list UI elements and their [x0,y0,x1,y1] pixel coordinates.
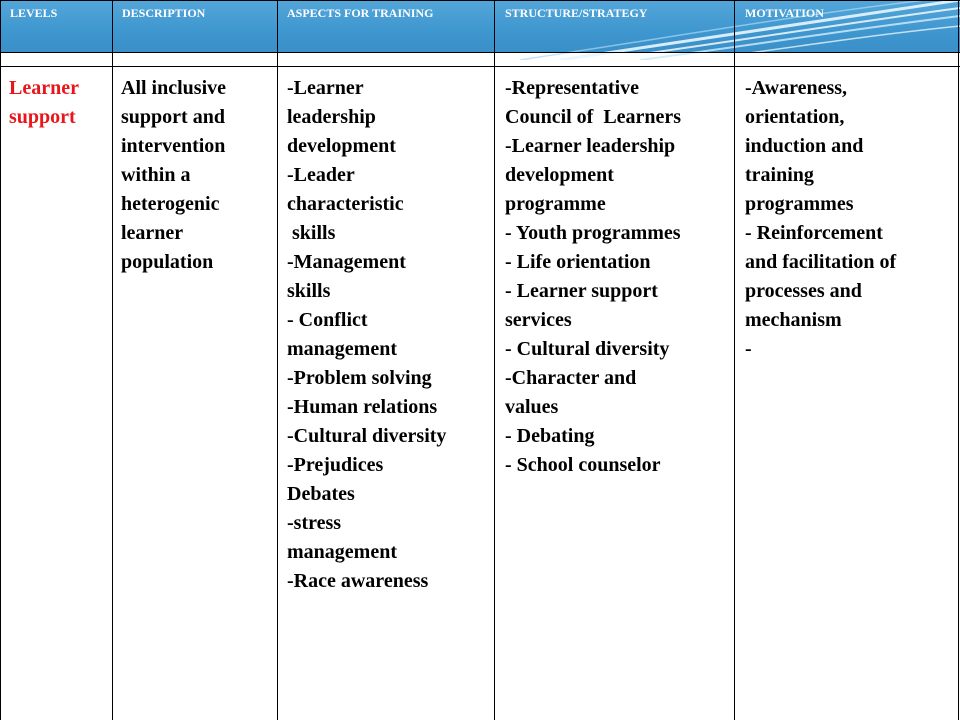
row-divider [0,66,960,67]
cell-line: -Race awareness [287,570,429,592]
cell-line: - Life orientation [505,251,651,273]
cell-line: programme [505,193,606,215]
cell-line: -stress [287,512,342,534]
cell-line: learner [121,222,184,244]
cell-line: - Debating [505,425,595,447]
header-description: DESCRIPTION [122,6,206,20]
cell-line: - Conflict [287,309,368,331]
cell-line: - School counselor [505,454,661,476]
cell-line: - Youth programmes [505,222,681,244]
cell-line: -Representative [505,77,640,99]
header-aspects: ASPECTS FOR TRAINING [287,6,434,20]
cell-line: - [745,338,752,360]
column-divider [958,0,959,720]
cell-line: - Reinforcement [745,222,883,244]
cell-line: within a [121,164,191,186]
column-divider [734,0,735,720]
cell-line: -Learner leadership [505,135,676,157]
cell-line: mechanism [745,309,842,331]
header-motivation: MOTIVATION [745,6,824,20]
cell-line: -Problem solving [287,367,432,389]
cell-description [121,74,275,277]
cell-line: development [287,135,396,157]
cell-line: skills [287,222,336,244]
cell-line: Council of Learners [505,106,682,128]
cell-line: -Prejudices [287,454,384,476]
cell-line: -Management [287,251,406,273]
cell-line: -Learner [287,77,364,99]
cell-motivation [745,74,957,364]
cell-line: heterogenic [121,193,220,215]
cell-line: support [9,106,76,128]
cell-line: induction and [745,135,864,157]
cell-line: development [505,164,614,186]
cell-line: support and [121,106,225,128]
cell-line: population [121,251,214,273]
cell-line: programmes [745,193,854,215]
header-levels: LEVELS [10,6,58,20]
cell-line: -Leader [287,164,355,186]
cell-line: -Cultural diversity [287,425,447,447]
cell-line: management [287,541,397,563]
column-divider [0,0,1,720]
cell-line: Debates [287,483,355,505]
cell-line: - Learner support [505,280,658,302]
cell-line: -Human relations [287,396,438,418]
cell-line: -Character and [505,367,637,389]
cell-aspects [287,74,492,596]
cell-line: leadership [287,106,376,128]
cell-line: - Cultural diversity [505,338,670,360]
cell-line: skills [287,280,331,302]
cell-line: processes and [745,280,862,302]
cell-line: -Awareness, [745,77,848,99]
cell-line: characteristic [287,193,404,215]
column-divider [277,0,278,720]
cell-line: management [287,338,397,360]
cell-line: All inclusive [121,77,227,99]
column-divider [494,0,495,720]
cell-line: training [745,164,814,186]
column-divider [112,0,113,720]
cell-line: orientation, [745,106,845,128]
cell-level [9,74,110,132]
cell-line: services [505,309,572,331]
cell-line: Learner [9,77,79,99]
cell-line: intervention [121,135,226,157]
header-structure: STRUCTURE/STRATEGY [505,6,648,20]
row-divider [0,52,960,53]
cell-line: values [505,396,559,418]
row-divider [0,0,960,1]
cell-line: and facilitation of [745,251,897,273]
cell-structure [505,74,733,480]
